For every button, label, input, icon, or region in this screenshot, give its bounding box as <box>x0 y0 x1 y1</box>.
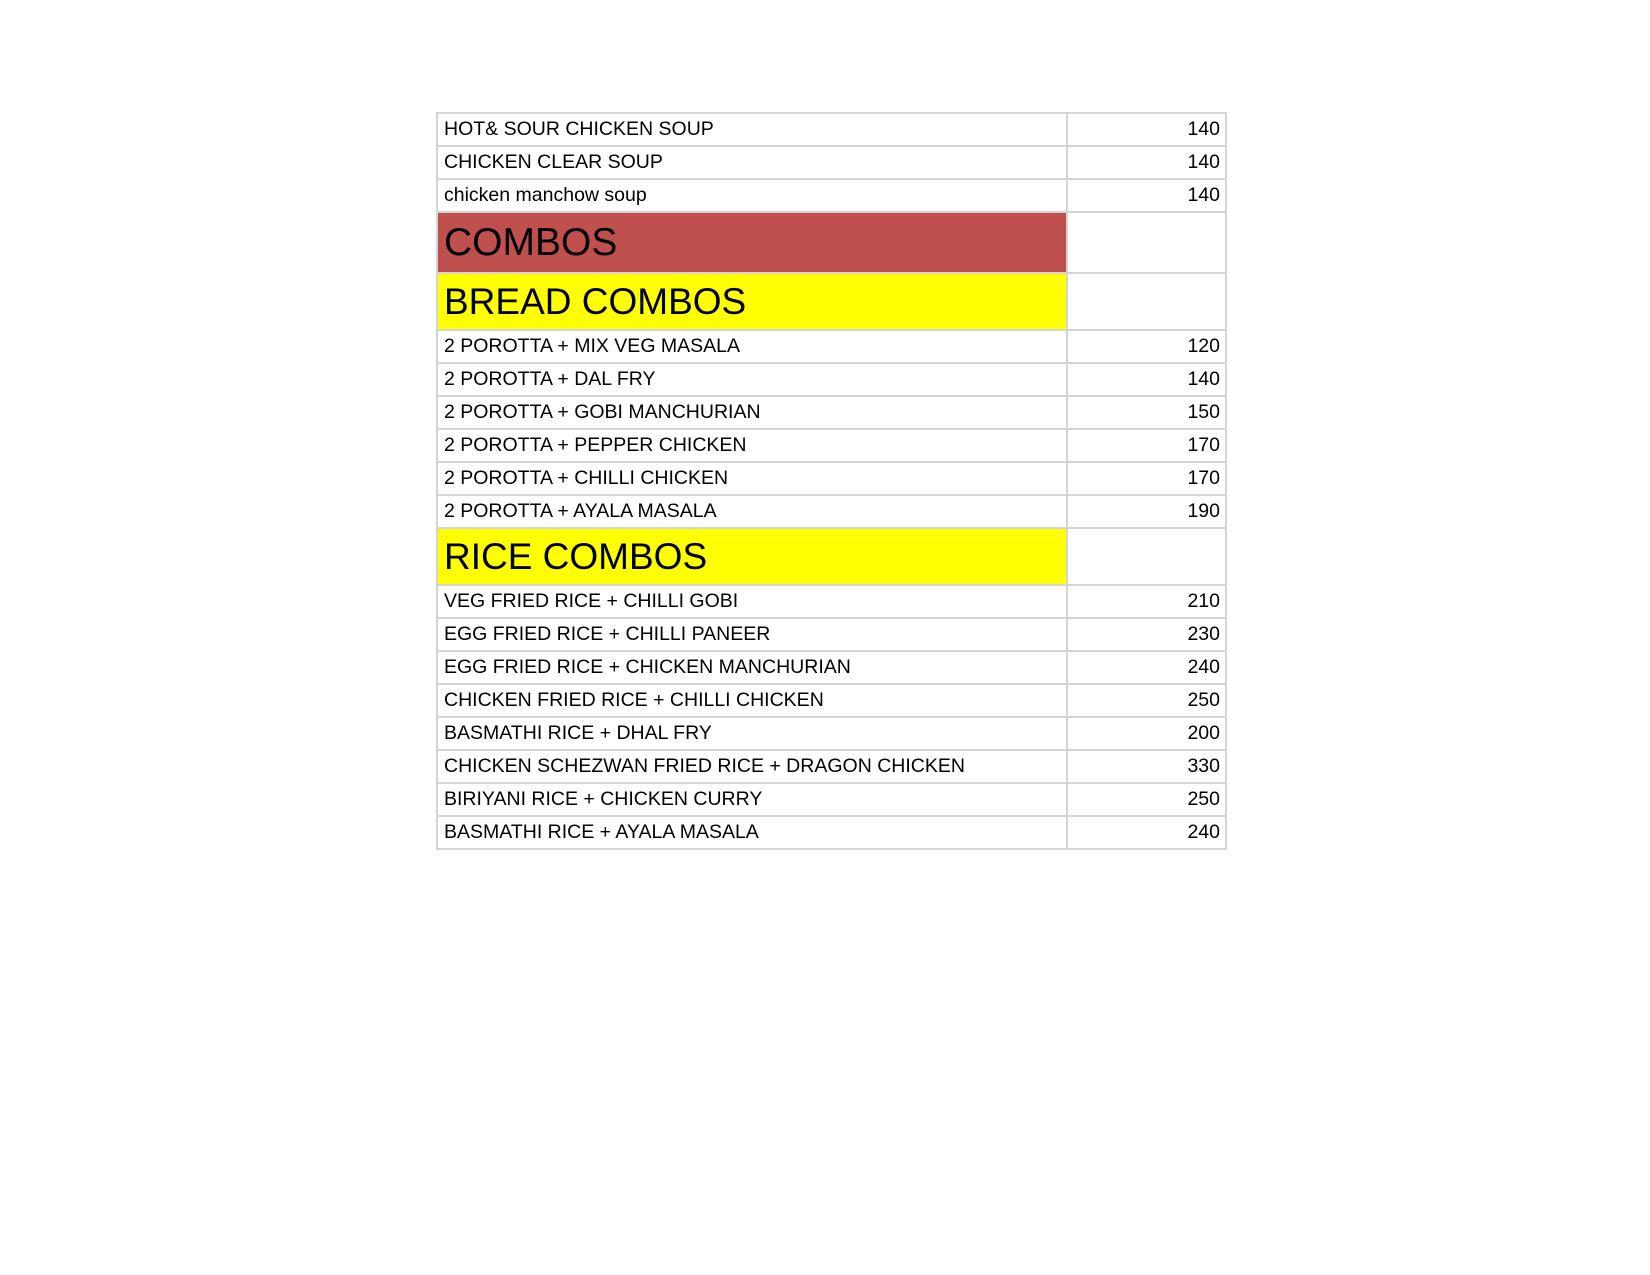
menu-item-row <box>437 750 1226 783</box>
menu-item-row <box>437 684 1226 717</box>
menu-item-row <box>437 396 1226 429</box>
menu-item-row <box>437 618 1226 651</box>
menu-item-price: 250 <box>1067 684 1226 717</box>
menu-item-price: 240 <box>1067 816 1226 849</box>
menu-item-price: 250 <box>1067 783 1226 816</box>
menu-item-price: 170 <box>1067 429 1226 462</box>
menu-item-row <box>437 495 1226 528</box>
menu-item-price: 120 <box>1067 330 1226 363</box>
section-header: COMBOS <box>437 212 1067 273</box>
menu-item-row <box>437 429 1226 462</box>
menu-item-price: 240 <box>1067 651 1226 684</box>
menu-item-row <box>437 363 1226 396</box>
menu-item-price: 140 <box>1067 179 1226 212</box>
menu-item-name: 2 POROTTA + MIX VEG MASALA <box>437 330 1067 363</box>
menu-item-name: EGG FRIED RICE + CHILLI PANEER <box>437 618 1067 651</box>
menu-item-row <box>437 783 1226 816</box>
menu-item-name: 2 POROTTA + PEPPER CHICKEN <box>437 429 1067 462</box>
subsection-header: RICE COMBOS <box>437 528 1067 585</box>
menu-item-row <box>437 462 1226 495</box>
menu-item-price: 330 <box>1067 750 1226 783</box>
menu-table <box>436 112 1227 850</box>
menu-item-row <box>437 816 1226 849</box>
menu-table-body <box>437 113 1226 849</box>
menu-item-name: BIRIYANI RICE + CHICKEN CURRY <box>437 783 1067 816</box>
menu-item-name: EGG FRIED RICE + CHICKEN MANCHURIAN <box>437 651 1067 684</box>
menu-item-price: 210 <box>1067 585 1226 618</box>
menu-item-row <box>437 717 1226 750</box>
menu-item-name: CHICKEN CLEAR SOUP <box>437 146 1067 179</box>
menu-item-name: BASMATHI RICE + AYALA MASALA <box>437 816 1067 849</box>
menu-item-name: 2 POROTTA + AYALA MASALA <box>437 495 1067 528</box>
menu-item-row <box>437 585 1226 618</box>
menu-item-name: BASMATHI RICE + DHAL FRY <box>437 717 1067 750</box>
menu-item-price: 140 <box>1067 363 1226 396</box>
menu-item-row <box>437 330 1226 363</box>
subsection-header-row <box>437 273 1226 330</box>
menu-item-price: 170 <box>1067 462 1226 495</box>
menu-item-name: 2 POROTTA + GOBI MANCHURIAN <box>437 396 1067 429</box>
menu-item-name: HOT& SOUR CHICKEN SOUP <box>437 113 1067 146</box>
menu-item-price: 230 <box>1067 618 1226 651</box>
menu-item-price: 140 <box>1067 113 1226 146</box>
subsection-header-price-cell <box>1067 528 1226 585</box>
menu-item-name: CHICKEN FRIED RICE + CHILLI CHICKEN <box>437 684 1067 717</box>
menu-item-name: VEG FRIED RICE + CHILLI GOBI <box>437 585 1067 618</box>
subsection-header: BREAD COMBOS <box>437 273 1067 330</box>
menu-item-row <box>437 146 1226 179</box>
menu-item-row <box>437 113 1226 146</box>
subsection-header-row <box>437 528 1226 585</box>
section-header-row <box>437 212 1226 273</box>
menu-item-price: 190 <box>1067 495 1226 528</box>
menu-item-name: 2 POROTTA + CHILLI CHICKEN <box>437 462 1067 495</box>
subsection-header-price-cell <box>1067 273 1226 330</box>
menu-item-price: 200 <box>1067 717 1226 750</box>
menu-item-row <box>437 179 1226 212</box>
menu-item-row <box>437 651 1226 684</box>
menu-item-price: 150 <box>1067 396 1226 429</box>
menu-item-name: 2 POROTTA + DAL FRY <box>437 363 1067 396</box>
menu-item-name: CHICKEN SCHEZWAN FRIED RICE + DRAGON CHICKEN <box>437 750 1067 783</box>
menu-item-name: chicken manchow soup <box>437 179 1067 212</box>
menu-item-price: 140 <box>1067 146 1226 179</box>
section-header-price-cell <box>1067 212 1226 273</box>
